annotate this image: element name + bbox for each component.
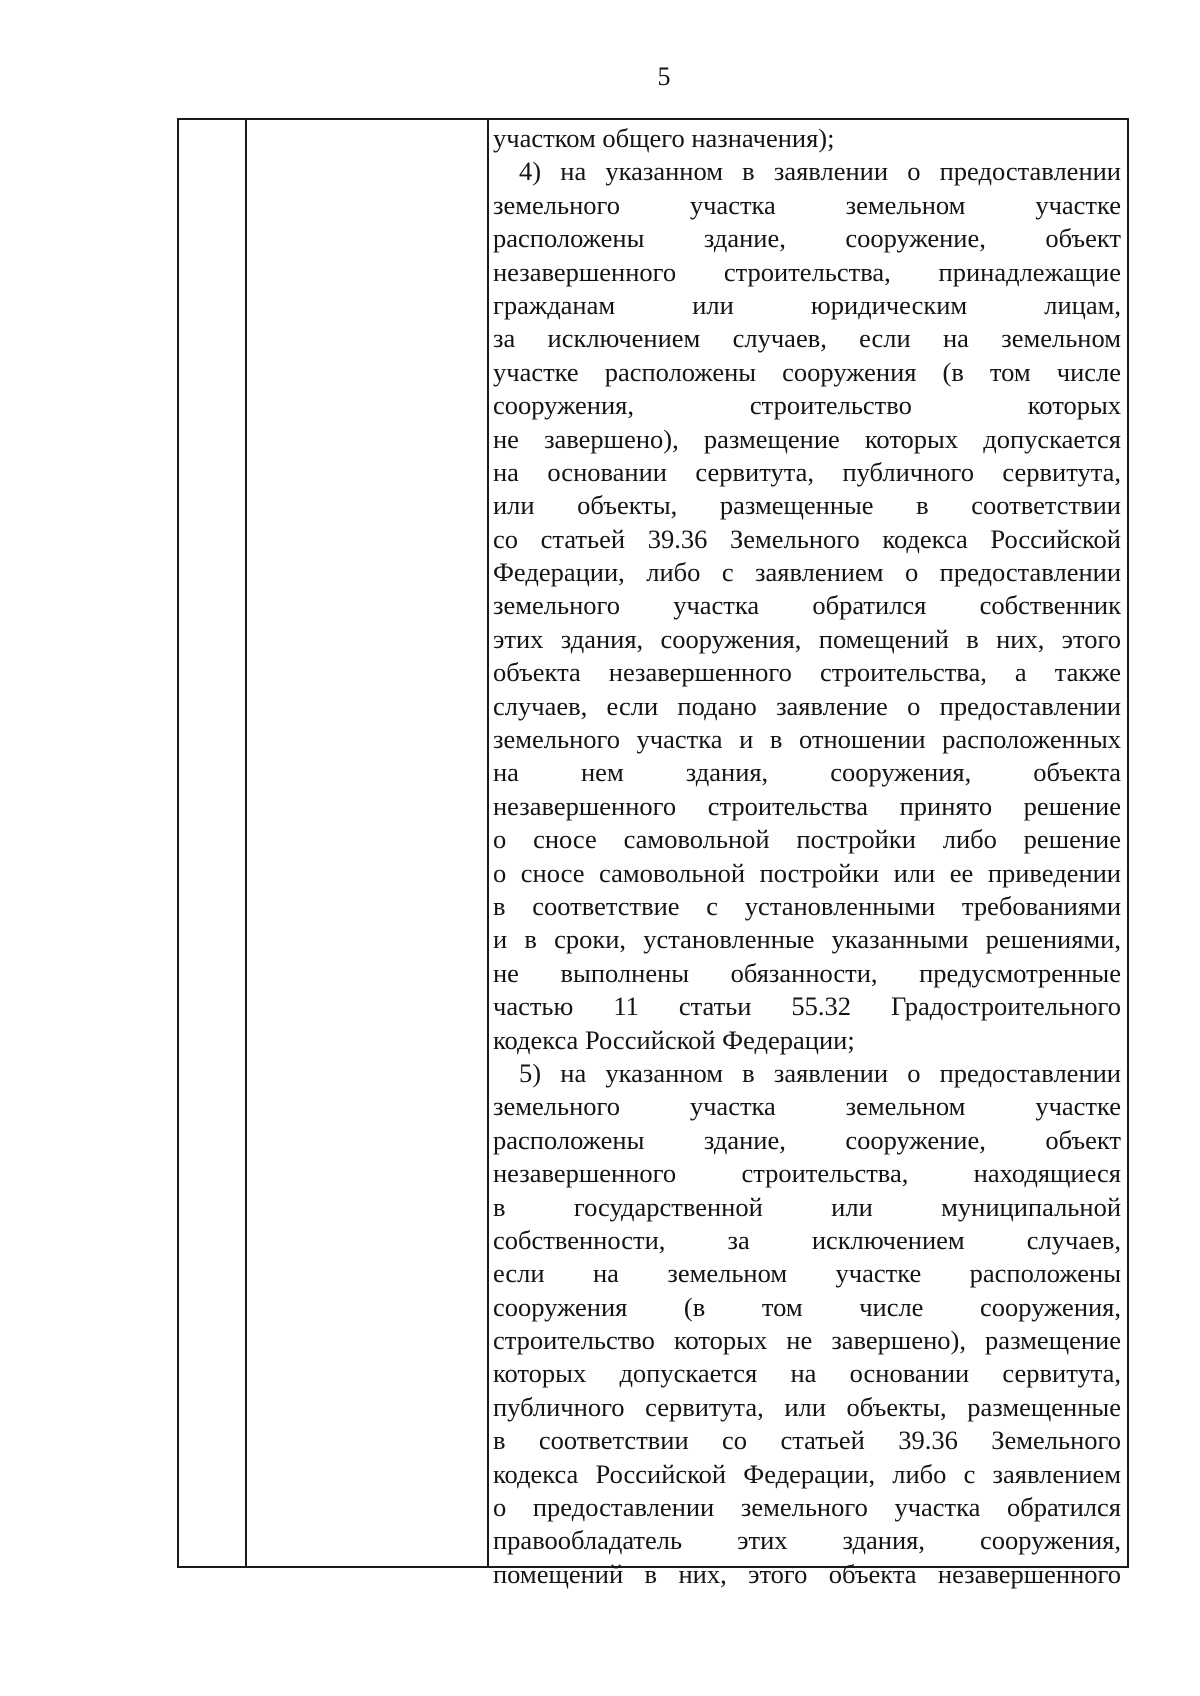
text-line: гражданам или юридическим лицам, <box>493 289 1121 320</box>
text-line: 4) на указанном в заявлении о предоставлении <box>519 156 1121 187</box>
text-line: собственности, за исключением случаев, <box>493 1224 1121 1255</box>
table-cell-text <box>493 122 1121 1591</box>
text-line: частью 11 статьи 55.32 Градостроительного <box>493 991 1121 1022</box>
column-divider-1 <box>245 120 247 1566</box>
text-line: земельного участка земельном участке <box>493 189 1121 220</box>
text-line: о сносе самовольной постройки или ее приведении <box>493 857 1121 888</box>
text-line: сооружения (в том числе сооружения, <box>493 1291 1121 1322</box>
text-line: публичного сервитута, или объекты, размещенные <box>493 1391 1121 1422</box>
text-line: и в сроки, установленные указанными решениями, <box>493 924 1121 955</box>
text-line: земельного участка земельном участке <box>493 1091 1121 1122</box>
text-line: если на земельном участке расположены <box>493 1258 1121 1289</box>
text-line: не выполнены обязанности, предусмотренные <box>493 957 1121 988</box>
text-line: земельного участка обратился собственник <box>493 590 1121 621</box>
text-line: которых допускается на основании сервитута, <box>493 1358 1121 1389</box>
text-line: строительство которых не завершено), размещение <box>493 1325 1121 1356</box>
text-line: расположены здание, сооружение, объект <box>493 1124 1121 1155</box>
text-line: помещений в них, этого объекта незавершенного <box>493 1558 1121 1589</box>
text-line: в соответствие с установленными требованиями <box>493 890 1121 921</box>
text-line: о предоставлении земельного участка обратился <box>493 1492 1121 1523</box>
text-line: незавершенного строительства, принадлежащие <box>493 256 1121 287</box>
text-line: в государственной или муниципальной <box>493 1191 1121 1222</box>
text-line: объекта незавершенного строительства, а также <box>493 657 1121 688</box>
text-line: на основании сервитута, публичного сервитута, <box>493 456 1121 487</box>
text-line: незавершенного строительства принято решение <box>493 790 1121 821</box>
text-line: со статьей 39.36 Земельного кодекса Российской <box>493 523 1121 554</box>
text-line: участке расположены сооружения (в том числе <box>493 356 1121 387</box>
text-line: расположены здание, сооружение, объект <box>493 223 1121 254</box>
document-table <box>177 118 1129 1589</box>
text-line: на нем здания, сооружения, объекта <box>493 757 1121 788</box>
text-line: о сносе самовольной постройки либо решение <box>493 824 1121 855</box>
text-line: незавершенного строительства, находящиеся <box>493 1158 1121 1189</box>
text-line: Федерации, либо с заявлением о предоставлении <box>493 557 1121 588</box>
text-line: правообладатель этих здания, сооружения, <box>493 1525 1121 1556</box>
text-line: кодекса Российской Федерации; <box>493 1024 855 1055</box>
text-line: в соответствии со статьей 39.36 Земельного <box>493 1425 1121 1456</box>
text-line: или объекты, размещенные в соответствии <box>493 490 1121 521</box>
text-line: земельного участка и в отношении расположенных <box>493 724 1121 755</box>
text-line: случаев, если подано заявление о предоставлении <box>493 690 1121 721</box>
text-line: 5) на указанном в заявлении о предоставлении <box>519 1057 1121 1088</box>
text-line: этих здания, сооружения, помещений в них, этого <box>493 623 1121 654</box>
page-number: 5 <box>657 62 671 91</box>
column-divider-2 <box>487 120 489 1566</box>
text-line: за исключением случаев, если на земельном <box>493 323 1121 354</box>
text-line: сооружения, строительство которых <box>493 390 1121 421</box>
text-line: участком общего назначения); <box>493 123 835 153</box>
text-line: кодекса Российской Федерации, либо с заявлением <box>493 1458 1121 1489</box>
text-line: не завершено), размещение которых допускается <box>493 423 1121 454</box>
